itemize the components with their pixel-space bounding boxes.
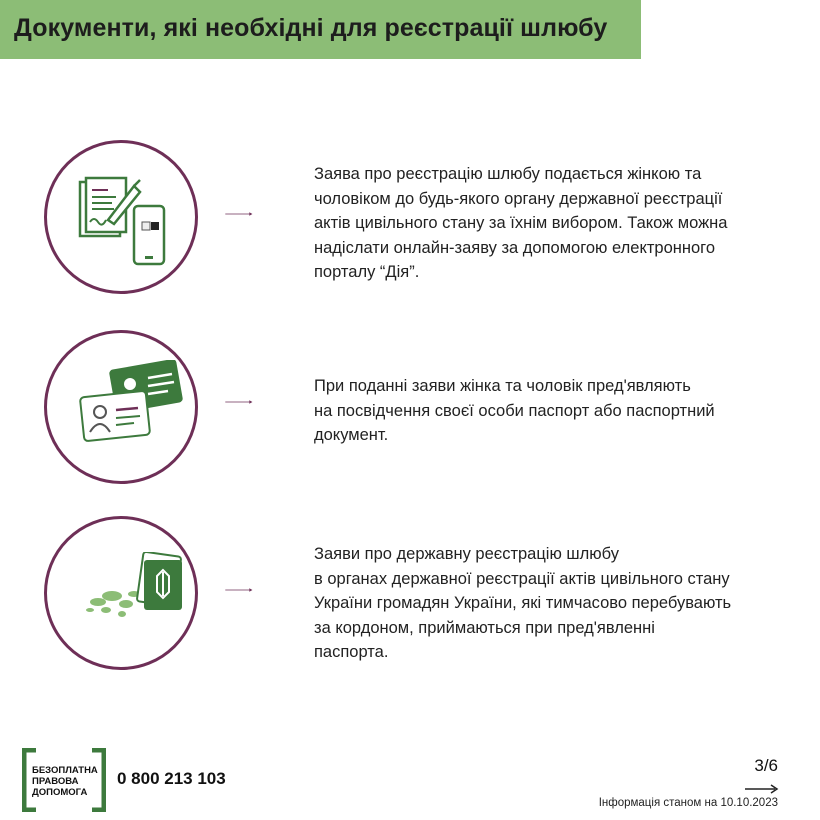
id-cards-icon [78,360,188,450]
logo-text [32,765,98,798]
item-1-line-4: надіслати онлайн-заяву за допомогою електронного [314,238,715,257]
item-3-line-2: в органах державної реєстрації актів цивільного стану [314,569,730,588]
item-2-text [314,374,715,448]
item-2-line-1: При поданні заяви жінка та чоловік пред'являють [314,377,691,395]
item-3-text [314,542,731,665]
logo-line-2: ПРАВОВА [32,776,79,787]
item-1-arrow [191,212,287,216]
logo-line-3: ДОПОМОГА [32,787,88,798]
passport-world-map-icon [78,552,188,632]
item-3-arrow [191,588,287,592]
item-3-line-1: Заяви про державну реєстрацію шлюбу [314,545,620,563]
item-2-line-3: документ. [314,426,389,445]
document-pen-phone-icon [76,176,172,272]
item-1-line-1: Заява про реєстрацію шлюбу подається жінкою та [314,165,702,183]
item-2-line-2: на посвідчення своєї особи паспорт або паспортний [314,401,715,420]
item-1-line-5: порталу “Дія”. [314,263,420,282]
item-3-line-4: за кордоном, приймаються при пред'явленні [314,618,655,637]
hotline-phone[interactable]: 0 800 213 103 [117,769,226,788]
item-3-line-3: України громадян України, які тимчасово перебувають [314,594,732,613]
header-banner [0,0,641,59]
page-title: Документи, які необхідні для реєстрації шлюбу [14,14,608,42]
page-number: 3/6 [754,756,778,775]
next-page-arrow-icon[interactable] [745,784,781,794]
logo-line-1: БЕЗОПЛАТНА [32,765,98,776]
item-1-line-2: чоловіком до будь-якого органу державної реєстрації [314,189,723,208]
item-1-line-3: актів цивільного стану за їхнім вибором. Також можна [314,214,728,233]
item-2-arrow [191,400,287,404]
item-1-text [314,162,727,285]
info-date: Інформація станом на 10.10.2023 [598,797,778,809]
item-3-line-5: паспорта. [314,643,389,662]
